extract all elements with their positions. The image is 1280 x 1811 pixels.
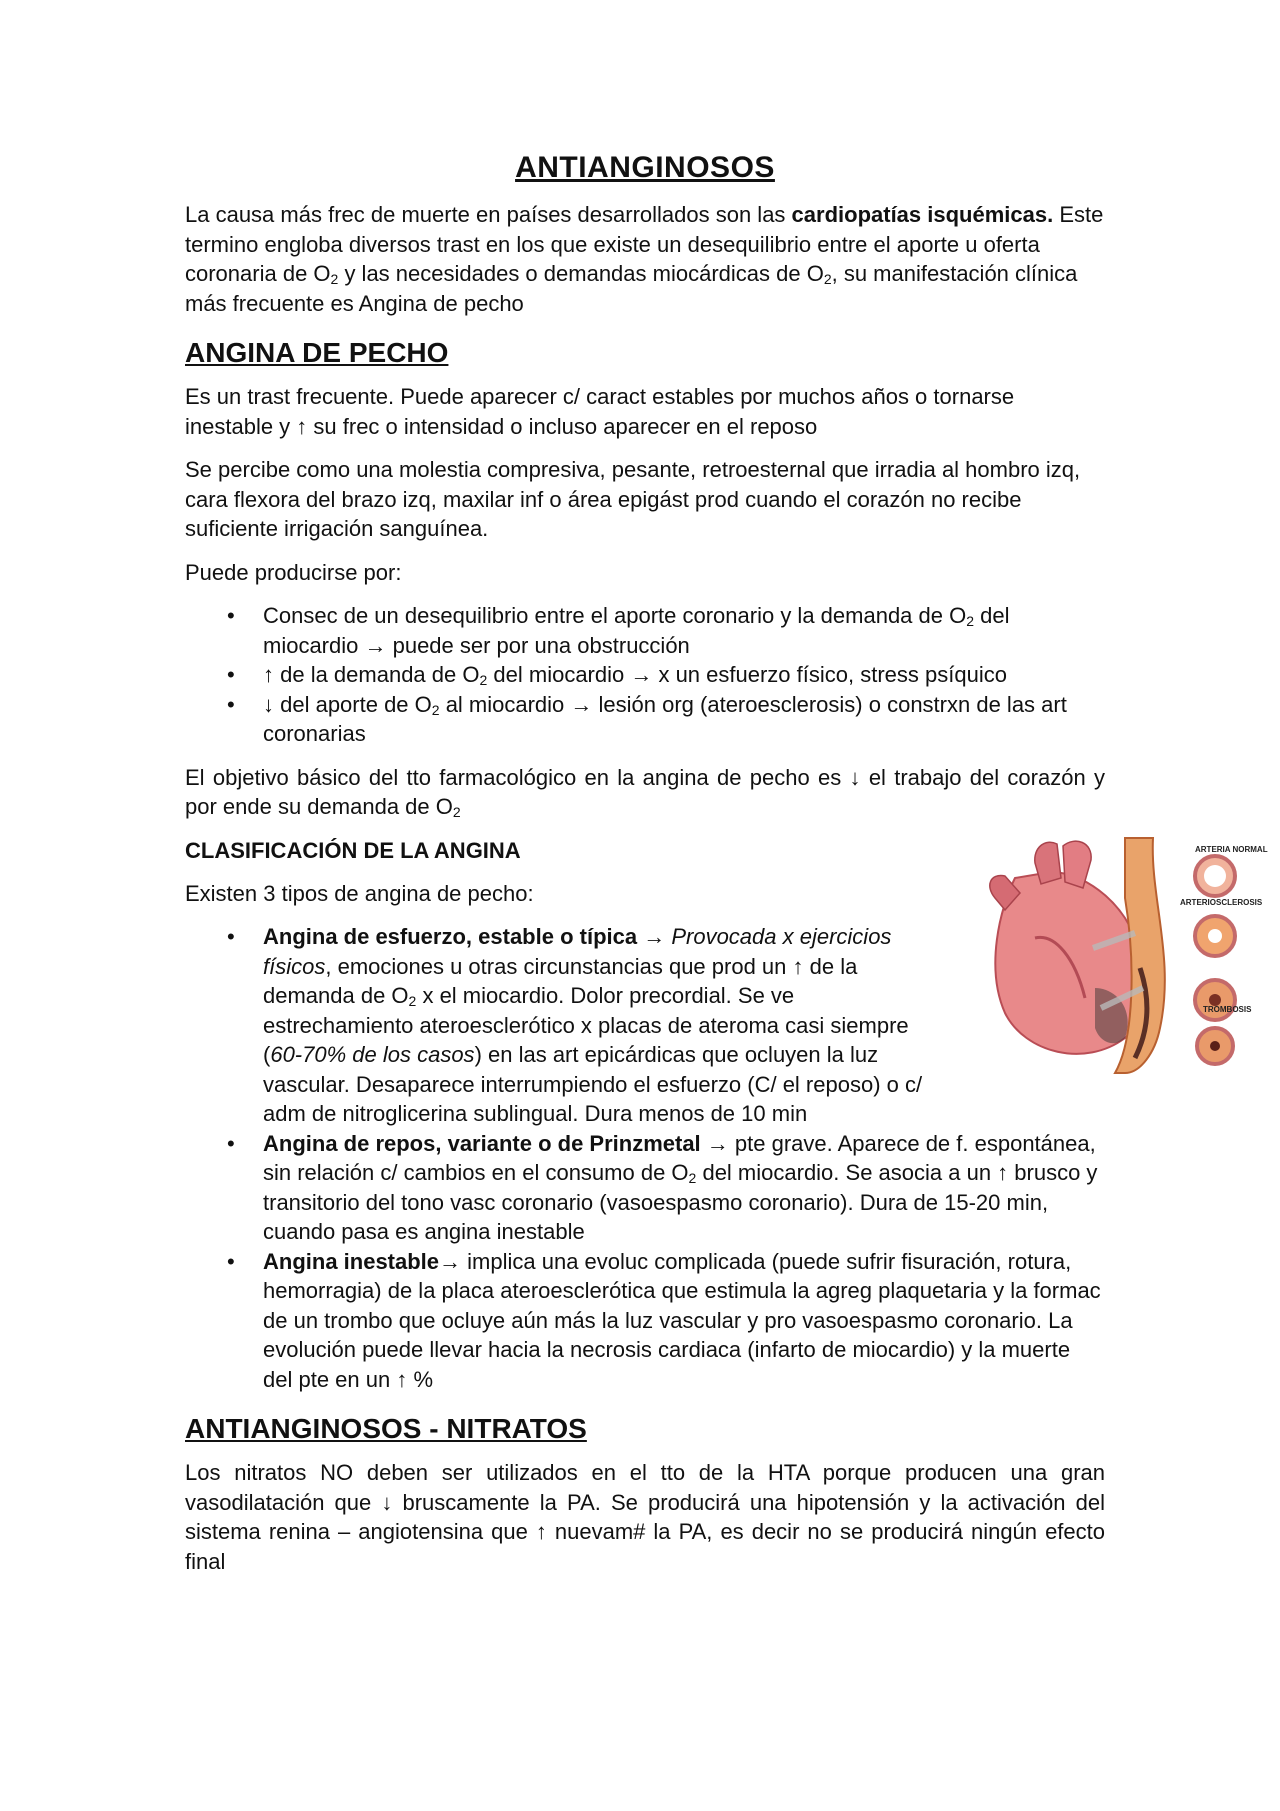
angina-paragraph-1: Es un trast frecuente. Puede aparecer c/ caract estables por muchos años o tornarse inestable y ↑ su frec o intensidad o incluso aparecer en el reposo	[185, 384, 1015, 439]
list-item: • ↓ del aporte de $O_2$ al miocardio → lesión org (ateroesclerosis) o constrxn de las art coronarias	[227, 691, 1067, 746]
list-item: • Angina de esfuerzo, estable o típica → Provocada x ejercicios físicos, emociones u otras circunstancias que prod un ↑ de la demanda de $O_2$ x el miocardio. Dolor precordial. Se ve estrechamiento ateroesclerótico x placas de ateroma casi siempre (60-70% de los casos) en las art epicárdicas que ocluyen la luz vascular. Desaparece interrumpiendo el esfuerzo (C/ el reposo) o c/ adm de nitroglicerina sublingual. Dura menos de 10 min	[227, 924, 923, 1126]
list-item: • ↑ de la demanda de $O_2$ del miocardio → x un esfuerzo físico, stress psíquico	[227, 662, 1007, 688]
label-arteria-normal: ARTERIA NORMAL	[1195, 845, 1268, 854]
list-item: • Angina inestable→ implica una evoluc complicada (puede sufrir fisuración, rotura, hemorragia) de la placa ateroesclerótica que estimula la agreg plaquetaria y la formac de un trombo que ocluye aún más la luz vascular y pro vasoespasmo coronario. La evolución puede llevar hacia la necrosis cardiaca (infarto de miocardio) y la muerte del pte en un ↑ %	[227, 1248, 1101, 1392]
intro-paragraph: La causa más frec de muerte en países desarrollados son las cardiopatías isquémicas. Este termino engloba diversos trast en los que existe un desequilibrio entre el aporte u oferta coronaria de $O_2$ y las necesidades o demandas miocárdicas de $O_2$, su manifestación clínica más frecuente es Angina de pecho	[185, 202, 1104, 316]
nitratos-paragraph: Los nitratos NO deben ser utilizados en el tto de la HTA porque producen una gran vasodilatación que ↓ bruscamente la PA. Se producirá una hipotensión y la activación del sistema renina – angiotensina que ↑ nuevam# la PA, es decir no se producirá ningún efecto final	[185, 1460, 1105, 1574]
types-list	[185, 922, 1105, 1394]
list-item: • Consec de un desequilibrio entre el aporte coronario y la demanda de $O_2$ del miocardio → puede ser por una obstrucción	[227, 603, 1010, 658]
causes-list	[185, 601, 1105, 749]
bullet-icon: •	[227, 924, 235, 949]
label-arteriosclerosis: ARTERIOSCLEROSIS	[1180, 898, 1263, 907]
label-trombosis: TROMBOSIS	[1203, 1005, 1252, 1014]
bullet-icon: •	[227, 662, 235, 687]
bullet-icon: •	[227, 1130, 235, 1156]
bullet-icon: •	[227, 691, 235, 717]
angina-paragraph-2: Se percibe como una molestia compresiva, pesante, retroesternal que irradia al hombro izq, cara flexora del brazo izq, maxilar inf o área epigást prod cuando el corazón no recibe suficiente irrigación sanguínea.	[185, 457, 1081, 541]
section-heading-angina: ANGINA DE PECHO	[185, 337, 449, 368]
classification-heading: CLASIFICACIÓN DE LA ANGINA	[185, 837, 521, 863]
page-title: ANTIANGINOSOS	[515, 151, 775, 184]
intro-bold-term: cardiopatías isquémicas.	[791, 202, 1054, 227]
section-heading-nitratos: ANTIANGINOSOS - NITRATOS	[185, 1413, 587, 1444]
types-intro: Existen 3 tipos de angina de pecho:	[185, 880, 534, 906]
heart-artery-illustration	[975, 838, 1268, 1073]
bullet-icon: •	[227, 1248, 235, 1274]
list-item: • Angina de repos, variante o de Prinzmetal → pte grave. Aparece de f. espontánea, sin relación c/ cambios en el consumo de $O_2$ del miocardio. Se asocia a un ↑ brusco y transitorio del tono vasc coronario (vasoespasmo coronario). Dura de 15-20 min, cuando pasa es angina inestable	[227, 1130, 1098, 1244]
document-page	[185, 150, 1105, 1590]
objective-paragraph: El objetivo básico del tto farmacológico en la angina de pecho es ↓ el trabajo del corazón y por ende su demanda de $O_2$	[185, 764, 1105, 820]
bullet-icon: •	[227, 603, 235, 628]
angina-paragraph-3: Puede producirse por:	[185, 559, 402, 585]
